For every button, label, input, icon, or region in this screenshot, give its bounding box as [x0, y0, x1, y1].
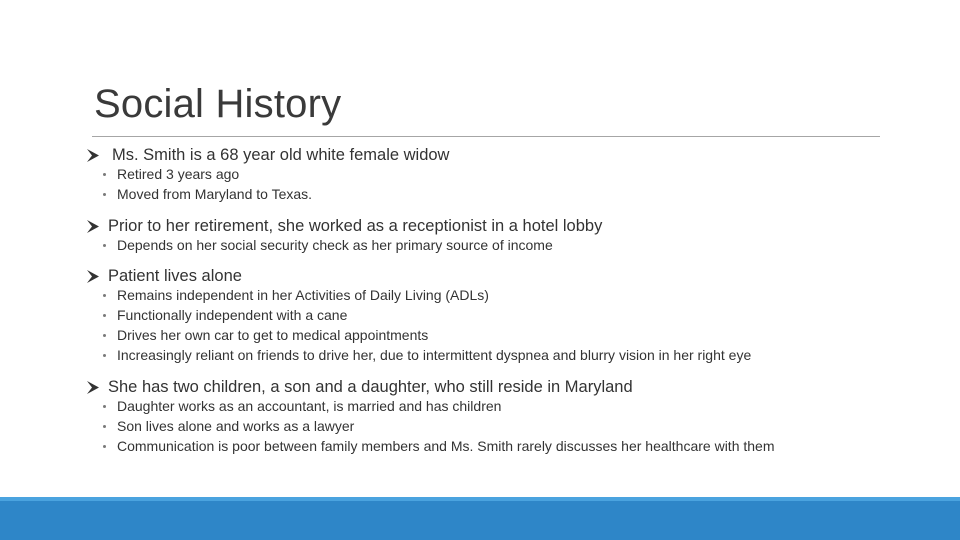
list-item: Remains independent in her Activities of Daily Living (ADLs)	[102, 285, 906, 305]
arrow-bullet-icon	[86, 380, 100, 395]
list-item: Retired 3 years ago	[102, 164, 906, 184]
bullet-list	[86, 396, 906, 456]
slide-title: Social History	[94, 82, 342, 126]
section-heading-text: Prior to her retirement, she worked as a receptionist in a hotel lobby	[108, 216, 603, 235]
list-item: Depends on her social security check as her primary source of income	[102, 235, 906, 255]
arrow-bullet-icon	[86, 269, 100, 284]
list-item: Moved from Maryland to Texas.	[102, 184, 906, 204]
section-4	[86, 376, 906, 456]
section-3	[86, 265, 906, 365]
footer-bar	[0, 501, 960, 540]
bullet-list	[86, 285, 906, 365]
section-heading	[86, 265, 906, 287]
section-heading-text: Ms. Smith is a 68 year old white female widow	[112, 145, 450, 164]
list-item: Communication is poor between family members and Ms. Smith rarely discusses her healthcare with them	[102, 436, 906, 456]
section-2	[86, 215, 906, 255]
section-heading	[86, 144, 906, 166]
bullet-list	[86, 235, 906, 255]
section-heading-text: Patient lives alone	[108, 266, 242, 285]
arrow-bullet-icon	[86, 219, 100, 234]
title-divider	[92, 136, 880, 137]
list-item: Functionally independent with a cane	[102, 305, 906, 325]
list-item: Drives her own car to get to medical appointments	[102, 325, 906, 345]
list-item: Son lives alone and works as a lawyer	[102, 416, 906, 436]
bullet-list	[86, 164, 906, 204]
section-heading	[86, 376, 906, 398]
section-heading-text: She has two children, a son and a daughter, who still reside in Maryland	[108, 377, 633, 396]
list-item: Increasingly reliant on friends to drive her, due to intermittent dyspnea and blurry vision in her right eye	[102, 345, 906, 365]
section-1	[86, 144, 906, 204]
arrow-bullet-icon	[86, 148, 100, 163]
section-heading	[86, 215, 906, 237]
list-item: Daughter works as an accountant, is married and has children	[102, 396, 906, 416]
